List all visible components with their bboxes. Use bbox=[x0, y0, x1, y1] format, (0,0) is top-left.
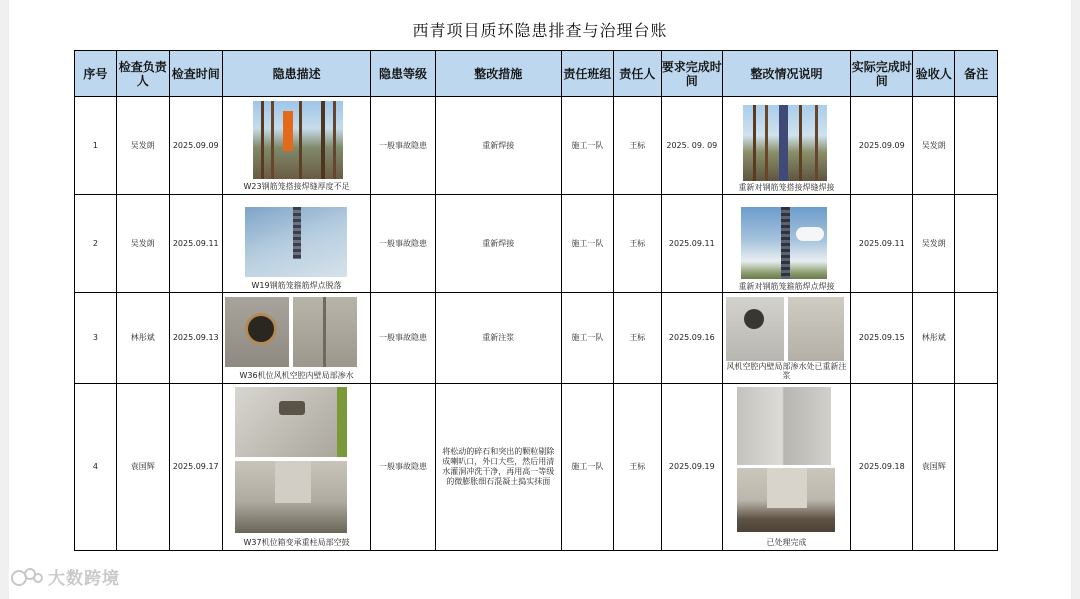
col-header-measure: 整改措施 bbox=[435, 51, 561, 97]
table-row bbox=[75, 293, 998, 384]
cell-rectify bbox=[722, 195, 850, 293]
cell-no: 1 bbox=[75, 97, 117, 195]
hazard-photo[interactable] bbox=[235, 387, 347, 457]
cell-rectify bbox=[722, 384, 850, 551]
hazard-caption: W23钢筋笼搭接焊缝厚度不足 bbox=[243, 182, 350, 191]
cell-due-date: 2025. 09. 09 bbox=[661, 97, 722, 195]
cell-team: 施工一队 bbox=[561, 97, 613, 195]
cell-done-date: 2025.09.09 bbox=[851, 97, 913, 195]
cell-hazard bbox=[222, 97, 371, 195]
cell-owner: 王标 bbox=[613, 293, 661, 384]
cell-hazard bbox=[222, 384, 371, 551]
hazard-photo[interactable] bbox=[235, 461, 347, 533]
cell-hazard bbox=[222, 293, 371, 384]
rectify-caption: 已处理完成 bbox=[766, 538, 807, 547]
cell-remark bbox=[955, 293, 998, 384]
col-header-acceptor: 验收人 bbox=[913, 51, 955, 97]
col-header-rectify: 整改情况说明 bbox=[722, 51, 850, 97]
col-header-inspector: 检查负责人 bbox=[116, 51, 169, 97]
col-header-no: 序号 bbox=[75, 51, 117, 97]
cell-owner: 王标 bbox=[613, 384, 661, 551]
cell-inspector: 吴发朗 bbox=[116, 97, 169, 195]
hazard-caption: W19钢筋笼箍筋焊点脱落 bbox=[251, 281, 342, 290]
cell-measure: 将松动的碎石和突出的颗粒剔除成喇叭口，外口大些，然后用清水灌洞冲洗干净，再用高一等级的微膨胀细石混凝土捣实抹面 bbox=[435, 384, 561, 551]
cell-due-date: 2025.09.11 bbox=[661, 195, 722, 293]
cell-level: 一般事故隐患 bbox=[371, 195, 435, 293]
cell-measure: 重新焊接 bbox=[435, 195, 561, 293]
cell-hazard bbox=[222, 195, 371, 293]
cell-due-date: 2025.09.16 bbox=[661, 293, 722, 384]
cell-remark bbox=[955, 384, 998, 551]
cell-check-date: 2025.09.09 bbox=[169, 97, 222, 195]
cell-remark bbox=[955, 97, 998, 195]
cell-done-date: 2025.09.15 bbox=[851, 293, 913, 384]
hazard-photo[interactable] bbox=[293, 297, 357, 367]
cell-team: 施工一队 bbox=[561, 384, 613, 551]
rectify-caption: 重新对钢筋笼搭接焊缝焊接 bbox=[738, 183, 835, 192]
cell-check-date: 2025.09.11 bbox=[169, 195, 222, 293]
rectify-caption: 重新对钢筋笼箍筋焊点焊接 bbox=[738, 282, 835, 291]
col-header-level: 隐患等级 bbox=[371, 51, 435, 97]
table-row bbox=[75, 97, 998, 195]
cell-no: 4 bbox=[75, 384, 117, 551]
cell-owner: 王标 bbox=[613, 97, 661, 195]
cell-acceptor: 吴发朗 bbox=[913, 97, 955, 195]
spreadsheet-page bbox=[9, 0, 1071, 599]
table-row bbox=[75, 384, 998, 551]
watermark-logo-icon bbox=[10, 566, 44, 588]
header-row bbox=[75, 51, 998, 97]
cell-remark bbox=[955, 195, 998, 293]
col-header-team: 责任班组 bbox=[561, 51, 613, 97]
cell-team: 施工一队 bbox=[561, 195, 613, 293]
cell-inspector: 林彤斌 bbox=[116, 293, 169, 384]
cell-rectify bbox=[722, 97, 850, 195]
cell-inspector: 袁国辉 bbox=[116, 384, 169, 551]
cell-done-date: 2025.09.18 bbox=[851, 384, 913, 551]
cell-no: 3 bbox=[75, 293, 117, 384]
rectify-caption: 风机空腔内壁局部渗水处已重新注浆 bbox=[726, 362, 847, 380]
cell-no: 2 bbox=[75, 195, 117, 293]
col-header-due-date: 要求完成时间 bbox=[661, 51, 722, 97]
col-header-hazard: 隐患描述 bbox=[222, 51, 371, 97]
hazard-ledger-table bbox=[74, 50, 998, 551]
cell-rectify bbox=[722, 293, 850, 384]
table-row bbox=[75, 195, 998, 293]
hazard-caption: W37机位箱变承重柱局部空鼓 bbox=[243, 538, 350, 547]
rectify-photo[interactable] bbox=[726, 297, 784, 361]
cell-done-date: 2025.09.11 bbox=[851, 195, 913, 293]
watermark-text: 大数跨境 bbox=[48, 569, 120, 589]
col-header-done-date: 实际完成时间 bbox=[851, 51, 913, 97]
cell-owner: 王标 bbox=[613, 195, 661, 293]
col-header-owner: 责任人 bbox=[613, 51, 661, 97]
cell-measure: 重新注浆 bbox=[435, 293, 561, 384]
col-header-remark: 备注 bbox=[955, 51, 998, 97]
cell-level: 一般事故隐患 bbox=[371, 293, 435, 384]
rectify-photo[interactable] bbox=[737, 468, 835, 532]
hazard-photo[interactable] bbox=[245, 207, 347, 277]
rectify-photo[interactable] bbox=[737, 387, 831, 465]
cell-team: 施工一队 bbox=[561, 293, 613, 384]
cell-check-date: 2025.09.17 bbox=[169, 384, 222, 551]
cell-measure: 重新焊接 bbox=[435, 97, 561, 195]
cell-level: 一般事故隐患 bbox=[371, 384, 435, 551]
sheet-title: 西青项目质环隐患排查与治理台账 bbox=[412, 21, 668, 40]
cell-due-date: 2025.09.19 bbox=[661, 384, 722, 551]
hazard-photo[interactable] bbox=[253, 101, 343, 179]
cell-acceptor: 林彤斌 bbox=[913, 293, 955, 384]
hazard-caption: W36机位风机空腔内壁局部渗水 bbox=[239, 371, 354, 380]
cell-check-date: 2025.09.13 bbox=[169, 293, 222, 384]
rectify-photo[interactable] bbox=[743, 105, 827, 181]
cell-inspector: 吴发朗 bbox=[116, 195, 169, 293]
col-header-check-date: 检查时间 bbox=[169, 51, 222, 97]
rectify-photo[interactable] bbox=[741, 207, 827, 279]
cell-acceptor: 袁国辉 bbox=[913, 384, 955, 551]
rectify-photo[interactable] bbox=[788, 297, 844, 361]
hazard-photo[interactable] bbox=[225, 297, 289, 367]
cell-level: 一般事故隐患 bbox=[371, 97, 435, 195]
cell-acceptor: 吴发朗 bbox=[913, 195, 955, 293]
